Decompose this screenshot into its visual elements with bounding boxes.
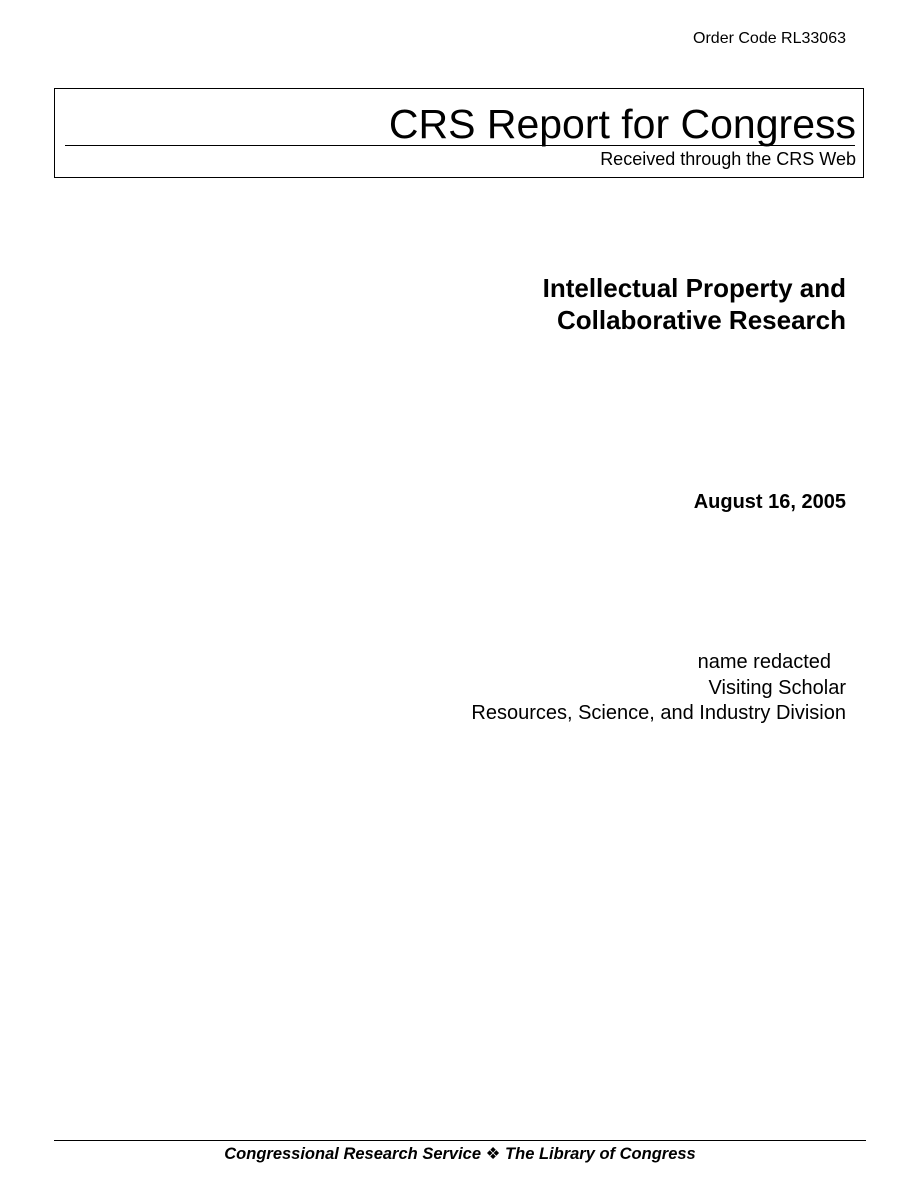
header-divider (65, 145, 855, 146)
report-title (543, 272, 846, 336)
footer-library: The Library of Congress (505, 1145, 696, 1163)
report-title-line-1: Intellectual Property and (542, 273, 846, 303)
footer-divider (54, 1140, 866, 1141)
footer (0, 1143, 920, 1165)
author-block (471, 650, 846, 727)
author-position: Visiting Scholar (708, 676, 846, 699)
report-series-title: CRS Report for Congress (388, 101, 856, 147)
author-name: name redacted (697, 651, 831, 673)
footer-separator-icon: ❖ (485, 1145, 501, 1163)
author-division: Resources, Science, and Industry Division (471, 702, 846, 724)
report-title-line-2: Collaborative Research (556, 305, 846, 335)
footer-publisher: Congressional Research Service (224, 1145, 482, 1163)
report-date: August 16, 2005 (693, 491, 846, 513)
report-series-subtitle: Received through the CRS Web (600, 149, 856, 169)
order-code: Order Code RL33063 (693, 30, 846, 47)
